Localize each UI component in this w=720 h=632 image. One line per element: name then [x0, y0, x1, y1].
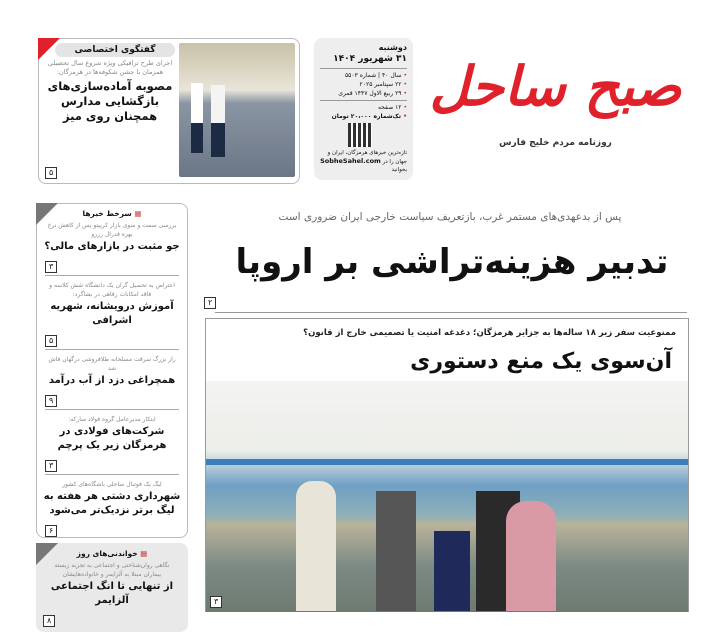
divider: [45, 409, 179, 410]
headline-kicker: راز بزرگ سرقت مسلحانه طلافروشی درگهان فاش شد: [48, 356, 176, 372]
page-number: ۶: [45, 525, 57, 537]
interview-text: [45, 43, 175, 165]
headline-item[interactable]: [37, 414, 187, 475]
corner-decoration: [36, 543, 58, 565]
headline-text[interactable]: آموزش درویشانه، شهریه اشرافی: [50, 301, 174, 326]
reading-kicker: نگاهی روان‌شناختی و اجتماعی به تجربه زیسته بیماران مبتلا به آلزایمر و خانواده‌هایشان: [54, 562, 170, 578]
reading-label: ▦ خواندنی‌های روز: [76, 549, 148, 558]
headline-kicker: اعتراض به تحصیل گران یک دانشگاه شش کلاسه و فاقد امکانات رفاهی در بشاگرد:: [49, 282, 175, 298]
photo-pier-travelers: [206, 381, 688, 612]
photo-traffic-police: [179, 43, 295, 177]
page-number: ۸: [43, 615, 55, 627]
headline-kicker: بررسی سمت و سوی بازار کریپتو پس از کاهش نرخ بهره فدرال رزرو: [47, 222, 177, 238]
headline-text[interactable]: همچراغی دزد از آب درآمد: [48, 375, 176, 386]
website-link[interactable]: SobheSahel.com: [320, 157, 381, 165]
issue-day: دوشنبه: [378, 43, 407, 52]
page-number: ۳: [210, 596, 222, 608]
grid-icon: ▦: [140, 549, 148, 558]
corner-decoration: [36, 203, 58, 225]
interview-box[interactable]: [38, 38, 300, 184]
main-kicker: پس از بدعهدی‌های مستمر غرب، بازتعریف سیاست خارجی ایران ضروری است: [278, 211, 622, 223]
headline-item[interactable]: [37, 354, 187, 410]
divider: [45, 474, 179, 475]
headline-text[interactable]: شهرداری دشتی هر هفته به لیگ برتر نزدیک‌تر می‌شود: [43, 491, 181, 516]
headline-text[interactable]: جو مثبت در بازارهای مالی؟: [44, 241, 180, 252]
photo-story-kicker: ممنوعیت سفر زیر ۱۸ ساله‌ها به جزایر هرمزگان؛ دغدغه امنیت یا تصمیمی خارج از قانون؟: [303, 328, 676, 338]
issue-line: • ۲۲ سپتامبر ۲۰۲۵: [359, 81, 407, 88]
grid-icon: ▦: [134, 209, 142, 218]
headline-item[interactable]: [37, 479, 187, 537]
main-headline[interactable]: تدبیر هزینه‌تراشی بر اروپا: [235, 242, 669, 282]
issue-info: [314, 38, 413, 180]
page-number: ۵: [45, 167, 57, 179]
logo-name: صبح ساحل: [429, 54, 682, 118]
issue-line: • سال ۴۰ | شماره ۵۵۰۳: [344, 72, 407, 79]
headline-kicker: ابتکار مدیرعامل گروه فولاد مبارکه:: [68, 416, 156, 423]
divider: [45, 275, 179, 276]
sidebar-label: ▦ سرخط خبرها: [82, 209, 142, 218]
photo-story[interactable]: [205, 318, 689, 612]
page-number: ۹: [45, 395, 57, 407]
masthead-logo: [418, 36, 693, 186]
photo-story-headline[interactable]: آن‌سوی یک منع دستوری: [410, 349, 672, 374]
headline-text[interactable]: شرکت‌های فولادی در هرمزگان زیر یک پرچم: [57, 426, 167, 451]
page-number: ۵: [45, 335, 57, 347]
interview-kicker: اجرای طرح ترافیکی ویژه شروع سال تحصیلی همزمان با جشن شکوفه‌ها در هرمزگان:: [47, 59, 173, 76]
headline-kicker: لیگ یک فوتبال ساحلی باشگاه‌های کشور: [62, 481, 162, 488]
left-column: [36, 203, 188, 632]
site-promo: تازه‌ترین خبرهای هرمزگان، ایران و جهان را در SobheSahel.com بخوانید: [320, 150, 407, 173]
daily-reading-box[interactable]: [36, 543, 188, 632]
page-number: ۳: [45, 261, 57, 273]
reading-headline[interactable]: از تنهایی تا انگ اجتماعی آلزایمر: [50, 581, 174, 606]
issue-date: ۳۱ شهریور ۱۴۰۴: [320, 53, 407, 69]
page-number: ۳: [45, 460, 57, 472]
page-number: ۲: [204, 297, 216, 309]
headline-item[interactable]: [37, 280, 187, 350]
price: • تک‌شماره ۲۰،۰۰۰ تومان: [331, 113, 407, 120]
divider: [45, 349, 179, 350]
page-count: • ۱۲ صفحه: [377, 104, 407, 111]
qr-code-icon[interactable]: [348, 123, 372, 147]
interview-headline[interactable]: مصوبه آماده‌سازی‌های بازگشایی مدارس همچنان روی میز: [47, 79, 173, 123]
divider: [215, 312, 687, 313]
issue-line: • ۲۹ ربیع الاول ۱۴۴۷ قمری: [320, 89, 407, 101]
interview-label: گفتگوی اختصاصی: [55, 43, 175, 57]
headline-item[interactable]: [37, 220, 187, 276]
headlines-sidebar: [36, 203, 188, 538]
logo-tagline: روزنامه مردم خلیج فارس: [499, 138, 612, 148]
